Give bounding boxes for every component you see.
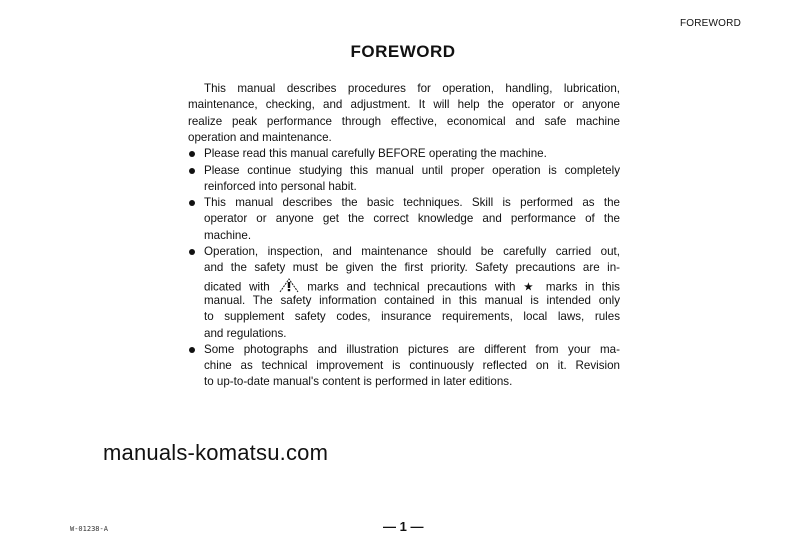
bullet-icon [189, 151, 195, 157]
bullet-icon [189, 249, 195, 255]
text-line: to supplement safety codes, insurance requirements, local laws, rules [204, 310, 620, 324]
text-line: to up-to-date manual's content is performed in later editions. [204, 375, 513, 389]
text-line: Please read this manual carefully BEFORE operating the machine. [204, 147, 547, 161]
watermark: manuals-komatsu.com [103, 440, 329, 465]
bullet-icon [189, 168, 195, 174]
page-title: FOREWORD [350, 42, 456, 61]
text-line: This manual describes the basic techniques. Skill is performed as the [204, 196, 620, 210]
page-number: — 1 — [383, 519, 424, 534]
text-line: Operation, inspection, and maintenance should be carefully carried out, [204, 245, 620, 258]
text-line: maintenance, checking, and adjustment. It will help the operator or anyone [188, 98, 620, 112]
text-line: operator or anyone get the correct knowledge and performance of the [204, 212, 620, 226]
bullet-icon [189, 200, 195, 206]
line-text: dicated with [204, 280, 270, 294]
text-line: realize peak performance through effective, economical and safe machine [188, 114, 620, 128]
text-line: Some photographs and illustration pictures are different from your ma- [204, 342, 620, 356]
document-code: W-01238-A [70, 525, 108, 533]
section-header-label: FOREWORD [679, 18, 741, 29]
text-line: machine. [204, 228, 252, 242]
text-line: and the safety must be given the first priority. Safety precautions are in- [204, 261, 620, 275]
text-line: Please continue studying this manual until proper operation is completely [204, 163, 620, 177]
text-line: This manual describes procedures for operation, handling, lubrication, [204, 82, 620, 95]
text-line: manual. The safety information contained in this manual is intended only [204, 293, 620, 307]
text-line: reinforced into personal habit. [204, 179, 357, 193]
text-line: operation and maintenance. [188, 130, 332, 144]
text-line: chine as technical improvement is continuously reflected on it. Revision [204, 359, 620, 373]
line-text: marks and technical precautions with ★ marks in this [307, 280, 620, 294]
bullet-icon [189, 347, 195, 353]
text-line: and regulations. [204, 326, 287, 340]
